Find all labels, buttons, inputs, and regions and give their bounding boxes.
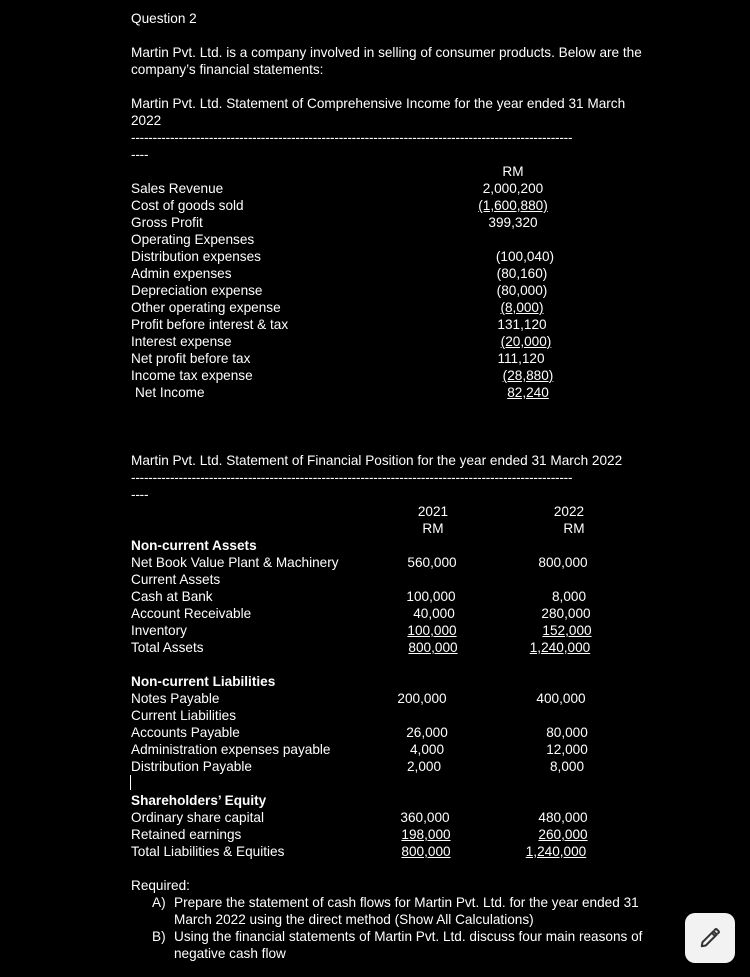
sfp-value-2021: 100,000	[407, 623, 457, 638]
sci-value: (80,000)	[496, 283, 548, 298]
sfp-label: Administration expenses payable	[131, 742, 331, 757]
sfp-value-2021: 800,000	[401, 844, 451, 859]
sci-label: Operating Expenses	[131, 232, 255, 247]
sfp-label: Cash at Bank	[131, 589, 213, 604]
sfp-value-2022: 800,000	[538, 555, 588, 570]
sfp-value-2021: 4,000	[409, 742, 445, 757]
sci-label: Distribution expenses	[131, 249, 261, 264]
sfp-label: Accounts Payable	[131, 725, 240, 740]
sci-value: (100,040)	[495, 249, 555, 264]
intro-line-2: company’s financial statements:	[131, 62, 324, 77]
required-heading: Required:	[131, 878, 190, 893]
sfp-value-2021: 100,000	[406, 589, 456, 604]
question-title: Question 2	[131, 11, 197, 26]
sfp-col-2021-currency: RM	[422, 521, 444, 536]
sfp-value-2022: 12,000	[546, 742, 588, 757]
required-a-line-1: Prepare the statement of cash flows for Martin Pvt. Ltd. for the year ended 31	[174, 895, 639, 910]
sfp-subheading: Current Liabilities	[131, 708, 237, 723]
sci-dash-rule: ------------------------------------------------------------------------------------------------------	[131, 130, 573, 145]
sci-label: Other operating expense	[131, 300, 281, 315]
sfp-value-2021: 2,000	[406, 759, 442, 774]
required-b-line-1: Using the financial statements of Martin Pvt. Ltd. discuss four main reasons of	[174, 929, 643, 944]
required-a-line-2: March 2022 using the direct method (Show All Calculations)	[174, 912, 534, 927]
sfp-label: Total Assets	[131, 640, 204, 655]
sci-label: Cost of goods sold	[131, 198, 244, 213]
sfp-col-2022-currency: RM	[563, 521, 585, 536]
required-b-marker: B)	[152, 929, 166, 944]
sfp-value-2021: 360,000	[400, 810, 450, 825]
sfp-label: Retained earnings	[131, 827, 242, 842]
sfp-label: Ordinary share capital	[131, 810, 264, 825]
sci-label: Gross Profit	[131, 215, 203, 230]
intro-line-1: Martin Pvt. Ltd. is a company involved in selling of consumer products. Below are the	[131, 45, 642, 60]
sci-value: (8,000)	[500, 300, 544, 315]
sfp-value-2022: 1,240,000	[525, 844, 587, 859]
sci-currency: RM	[502, 164, 524, 179]
sfp-value-2021: 560,000	[407, 555, 457, 570]
sfp-value-2022: 80,000	[546, 725, 588, 740]
sfp-value-2022: 400,000	[536, 691, 586, 706]
sfp-label: Net Book Value Plant & Machinery	[131, 555, 339, 570]
sfp-subheading: Current Assets	[131, 572, 221, 587]
sfp-value-2022: 480,000	[538, 810, 588, 825]
sci-value: (80,160)	[496, 266, 548, 281]
sci-label: Profit before interest & tax	[131, 317, 289, 332]
sfp-value-2022: 1,240,000	[529, 640, 591, 655]
sci-value: 399,320	[488, 215, 538, 230]
sfp-label: Total Liabilities & Equities	[131, 844, 285, 859]
sci-value: 111,120	[497, 351, 545, 366]
sci-value: 2,000,200	[482, 181, 544, 196]
sci-title-line-2: 2022	[131, 113, 162, 128]
sci-label: Net Income	[135, 385, 205, 400]
sfp-label: Account Receivable	[131, 606, 252, 621]
sfp-value-2021: 40,000	[413, 606, 455, 621]
sci-value: (20,000)	[500, 334, 552, 349]
sfp-value-2022: 260,000	[538, 827, 588, 842]
sfp-label: Inventory	[131, 623, 187, 638]
sfp-section-heading: Non-current Liabilities	[131, 674, 276, 689]
sfp-section-heading: Non-current Assets	[131, 538, 257, 553]
sfp-value-2022: 8,000	[551, 589, 587, 604]
sfp-value-2021: 198,000	[401, 827, 451, 842]
sci-label: Depreciation expense	[131, 283, 263, 298]
sfp-dash-rule-short: ----	[131, 487, 149, 502]
sci-label: Net profit before tax	[131, 351, 251, 366]
sfp-value-2022: 280,000	[541, 606, 591, 621]
sci-label: Admin expenses	[131, 266, 232, 281]
sci-value: 131,120	[497, 317, 547, 332]
sci-title-line-1: Martin Pvt. Ltd. Statement of Comprehensive Income for the year ended 31 March	[131, 96, 626, 111]
sfp-section-heading: Shareholders’ Equity	[131, 793, 267, 808]
sci-value: 82,240	[507, 385, 549, 400]
sfp-col-2021-year: 2021	[417, 504, 449, 519]
sfp-col-2022-year: 2022	[553, 504, 585, 519]
sfp-value-2021: 200,000	[397, 691, 447, 706]
sci-dash-rule-short: ----	[131, 147, 149, 162]
sfp-value-2021: 26,000	[406, 725, 448, 740]
pencil-icon	[699, 927, 721, 949]
required-b-line-2: negative cash flow	[174, 946, 286, 961]
sci-label: Interest expense	[131, 334, 232, 349]
sci-value: (28,880)	[502, 368, 554, 383]
text-cursor	[130, 775, 131, 790]
sfp-dash-rule: ------------------------------------------------------------------------------------------------------	[131, 470, 573, 485]
sfp-title: Martin Pvt. Ltd. Statement of Financial Position for the year ended 31 March 2022	[131, 453, 623, 468]
required-a-marker: A)	[152, 895, 166, 910]
sfp-value-2022: 152,000	[542, 623, 592, 638]
edit-button[interactable]	[685, 913, 735, 963]
sci-label: Sales Revenue	[131, 181, 224, 196]
sfp-value-2022: 8,000	[549, 759, 585, 774]
sci-value: (1,600,880)	[478, 198, 548, 213]
sfp-label: Distribution Payable	[131, 759, 252, 774]
sfp-value-2021: 800,000	[408, 640, 458, 655]
sci-label: Income tax expense	[131, 368, 253, 383]
sfp-label: Notes Payable	[131, 691, 220, 706]
